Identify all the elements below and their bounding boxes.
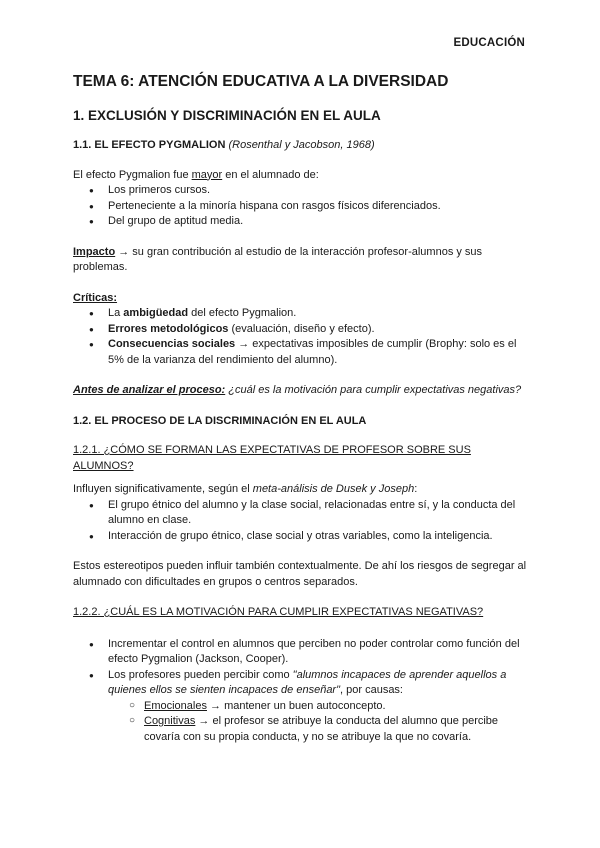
sub-label: Emocionales [144,699,207,712]
item-bold: Errores metodológicos [108,322,229,335]
sublist-item [73,699,528,715]
bullet-list [73,183,528,230]
q1-intro [73,482,528,498]
criticas-list [73,306,528,368]
list-item: ● Interacción de grupo étnico, clase social y otras variables, como la inteligencia. [73,529,528,545]
sub-label: Cognitivas [144,715,196,727]
q1-intro-italic: meta-análisis de Dusek y Joseph [252,483,415,495]
header-subject-tag: EDUCACIÓN [453,37,525,49]
list-item [73,337,528,368]
section-heading: 1. EXCLUSIÓN Y DISCRIMINACIÓN EN EL AULA [73,108,381,123]
list-item: ● Perteneciente a la minoría hispana con rasgos físicos diferenciados. [73,199,528,215]
antes-text: ¿cuál es la motivación para cumplir expectativas negativas? [225,384,522,396]
list-item: ● Del grupo de aptitud media. [73,214,528,230]
q1-list [73,498,528,545]
item-text: del efecto Pygmalion. [188,307,297,319]
item-text: → expectativas imposibles de cumplir (Brophy: solo es el 5% de la varianza del rendimiento del alumno). [108,338,517,366]
intro-underlined: mayor [191,168,223,181]
sub-text: → mantener un buen autoconcepto. [206,699,386,712]
intro-text: El efecto Pygmalion fue [73,168,192,181]
subsection-heading [73,138,528,154]
q2-sublist [73,699,528,746]
impact-text: → su gran contribución al estudio de la interacción profesor-alumnos y sus problemas. [73,245,483,273]
sub-text: → el profesor se atribuye la conducta del alumno que percibe covaría con su propia conducta, y no se atribuye la que no covaría. [144,715,499,743]
list-item [73,668,528,699]
criticas-label: Críticas: [73,291,118,304]
q1-paragraph: Estos estereotipos pueden influir también contextualmente. De ahí los riesgos de segregar al alumnado con dificultades en grupos o centros separados. [73,560,527,588]
question-heading: 1.2.2. ¿CUÁL ES LA MOTIVACIÓN PARA CUMPLIR EXPECTATIVAS NEGATIVAS? [73,606,484,618]
q1-intro-end: : [414,483,418,495]
list-item: ● Los primeros cursos. [73,183,528,199]
list-item [73,322,528,338]
item-bold: ambigüedad [123,307,189,319]
intro-text-end: en el alumnado de: [222,168,319,181]
page-title: TEMA 6: ATENCIÓN EDUCATIVA A LA DIVERSIDAD [73,73,449,90]
question-heading: 1.2.1. ¿CÓMO SE FORMAN LAS EXPECTATIVAS DE PROFESOR SOBRE SUS ALUMNOS? [73,444,471,472]
item-text: La [108,307,124,319]
q2-list [73,637,528,699]
impact-paragraph [73,245,528,276]
impact-label: Impacto [73,245,116,258]
item-text: Los profesores pueden percibir como [108,668,293,681]
list-item: ● Incrementar el control en alumnos que perciben no poder controlar como función del efecto Pygmalion (Jackson, Cooper). [73,637,528,668]
intro-paragraph [73,168,528,184]
document-content [73,72,528,745]
item-text: , por causas: [340,684,403,696]
antes-paragraph [73,383,528,399]
item-text: (evaluación, diseño y efecto). [228,322,375,335]
item-italic: "alumnos incapaces de aprender aquellos a quienes ellos se sienten incapaces de enseñar" [108,668,507,696]
subsection-heading: 1.2. EL PROCESO DE LA DISCRIMINACIÓN EN EL AULA [73,414,367,427]
q1-intro-text: Influyen significativamente, según el [73,483,253,495]
citation: (Rosenthal y Jacobson, 1968) [228,139,375,151]
sublist-item [73,714,528,745]
list-item: ● El grupo étnico del alumno y la clase social, relacionadas entre sí, y la conducta del alumno en clase. [73,498,528,529]
item-bold: Consecuencias sociales [108,338,236,350]
subsection-title: 1.1. EL EFECTO PYGMALION [73,139,226,151]
list-item [73,306,528,322]
antes-label: Antes de analizar el proceso: [73,384,226,396]
